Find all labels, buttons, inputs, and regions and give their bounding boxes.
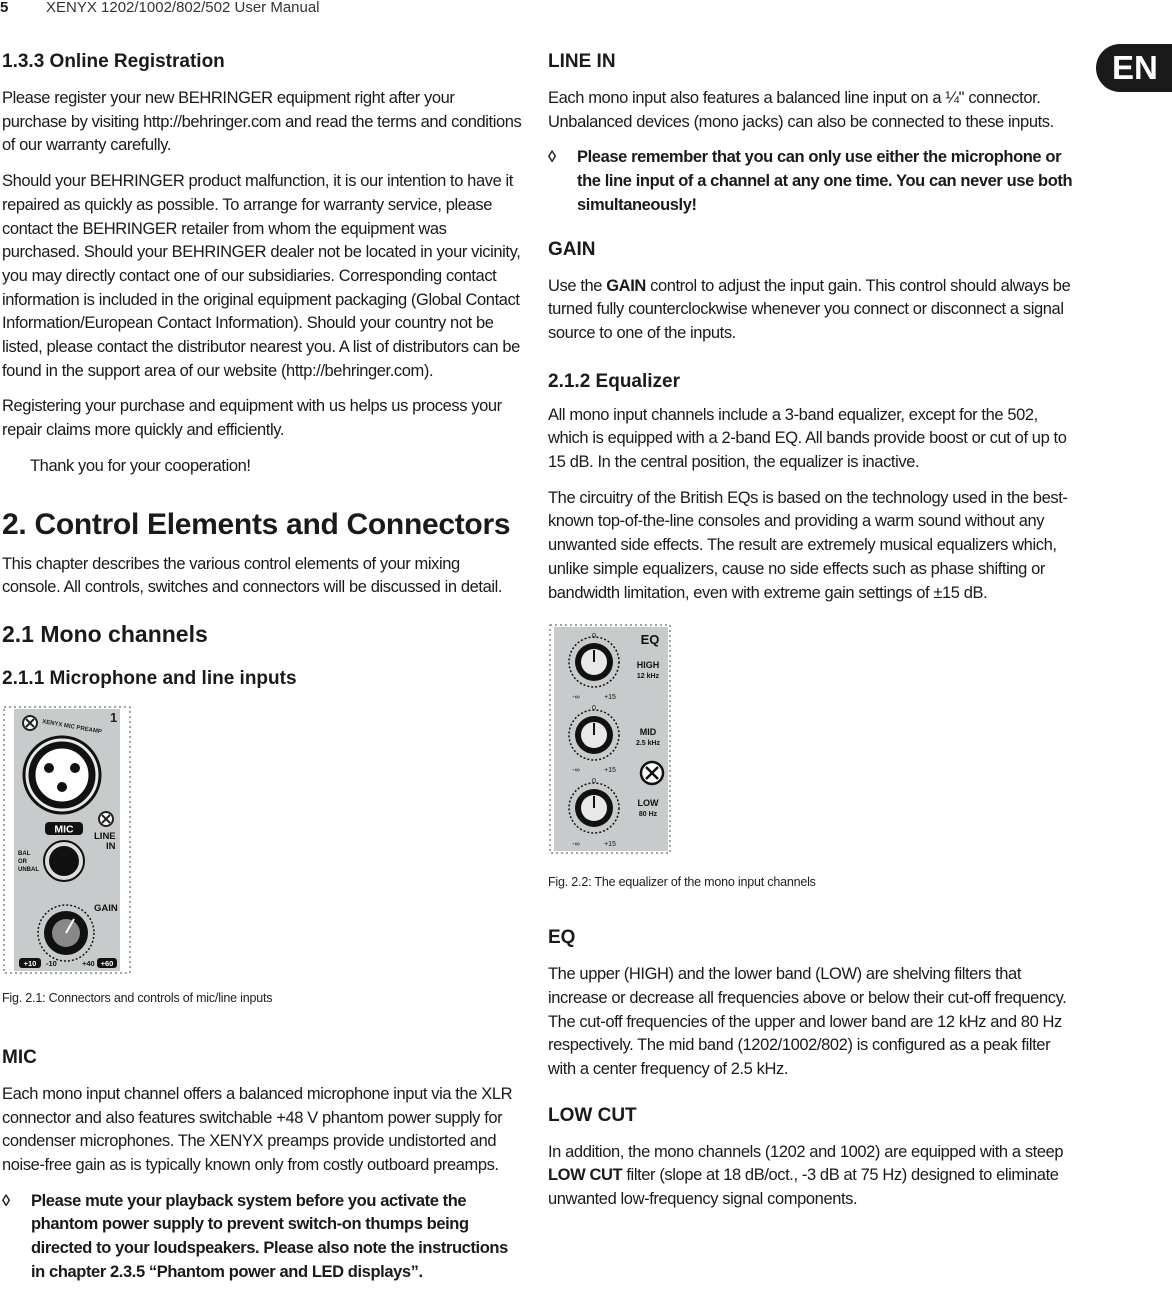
high-plus-mark: +15 — [604, 694, 616, 702]
mid-label: MID — [639, 727, 657, 738]
line-in-warning-text: Please remember that you can only use either the microphone or the line input of a channel at any one time. You can never use both simultaneously! — [577, 148, 1073, 214]
thank-you-line: Thank you for your cooperation! — [30, 456, 251, 475]
heading-mic: MIC — [2, 1046, 37, 1068]
chapter-intro: This chapter describes the various control elements of your mixing console. All controls, switches and connectors will be discussed in detail. — [2, 554, 503, 597]
figure-equalizer — [548, 623, 1073, 890]
heading-equalizer: 2.1.2 Equalizer — [548, 370, 681, 392]
low-label: LOW — [637, 798, 659, 809]
low-minus-mark: -∞ — [572, 841, 580, 849]
registration-paragraph-2: Should your BEHRINGER product malfunction, it is our intention to have it repaired as quickly as possible. To arrange for warranty service, please contact the BEHRINGER retailer from whom the equipment was purchased. Should your BEHRINGER dealer not be located in your vicinity, you may directly contact one of our subsidiaries. Corresponding contact information is included in the original equipment packaging (Global Contact Information/European Contact Information). Should your country not be listed, please contact the distributor nearest you. A list of distributors can be found in the support area of our website (http://behringer.com). — [2, 172, 521, 380]
registration-paragraph-1: Please register your new BEHRINGER equipment right after your purchase by visiting http://behringer.com and read the terms and conditions of our warranty carefully. — [2, 89, 522, 155]
gain-keyword: GAIN — [606, 276, 646, 295]
registration-paragraph-3: Registering your purchase and equipment with us helps us process your repair claims more quickly and efficiently. — [2, 397, 502, 440]
mid-zero-mark: 0 — [592, 705, 596, 713]
manual-title: XENYX 1202/1002/802/502 User Manual — [46, 0, 320, 16]
mid-plus-mark: +15 — [604, 767, 616, 775]
figure-mic-line — [2, 705, 522, 1006]
heading-mono-channels: 2.1 Mono channels — [2, 620, 208, 647]
scale-minus10: -10 — [46, 958, 57, 968]
eq-title: EQ — [640, 632, 660, 648]
mid-minus-mark: -∞ — [572, 767, 580, 775]
heading-mic-line-inputs: 2.1.1 Microphone and line inputs — [2, 667, 297, 689]
warning-diamond-icon: ◊ — [2, 1191, 10, 1210]
heading-eq: EQ — [548, 927, 576, 949]
low-cut-paragraph — [548, 1141, 1073, 1212]
low-plus-mark: +15 — [604, 841, 616, 849]
preamp-label: XENYX MIC PREAMP — [41, 719, 103, 736]
gain-paragraph — [548, 275, 1073, 346]
scale-plus40: +40 — [82, 958, 95, 968]
mid-freq: 2.5 kHz — [635, 740, 661, 748]
phantom-power-warning — [2, 1190, 522, 1285]
language-tab: EN — [1096, 44, 1172, 92]
heading-online-registration: 1.3.3 Online Registration — [2, 51, 225, 72]
lowcut-text-post: filter (slope at 18 dB/oct., -3 dB at 75 Hz) designed to eliminate unwanted low-frequency signal components. — [548, 1166, 1059, 1209]
mic-line-channel-illustration — [2, 705, 132, 975]
high-label: HIGH — [636, 660, 660, 671]
high-minus-mark: -∞ — [572, 694, 580, 702]
figure-2-1-caption: Fig. 2.1: Connectors and controls of mic/line inputs — [2, 990, 273, 1005]
gain-text-post: control to adjust the input gain. This control should always be turned fully counterclockwise whenever you connect or disconnect a signal source to one of the inputs. — [548, 276, 1071, 342]
equalizer-paragraph-1: All mono input channels include a 3-band equalizer, except for the 502, which is equipped with a 2-band EQ. All bands provide boost or cut of up to 15 dB. In the central position, the equalizer is inactive. — [548, 405, 1067, 472]
gain-label: GAIN — [94, 902, 118, 914]
chapter-heading: 2. Control Elements and Connectors — [2, 507, 511, 541]
high-freq: 12 kHz — [636, 673, 660, 681]
line-in-paragraph: Each mono input also features a balanced line input on a ¼" connector. Unbalanced devices (mono jacks) can also be connected to these inputs. — [548, 89, 1054, 131]
in-label: IN — [106, 840, 116, 852]
equalizer-paragraph-2: The circuitry of the British EQs is based on the technology used in the best-known top-of-the-line consoles and providing a warm sound without any unwanted side effects. The result are extremely musical equalizers which, unlike simple equalizers, cause no side effects such as phase shifting or bandwidth limitation, even with extreme gain settings of ±15 dB. — [548, 488, 1068, 602]
channel-number: 1 — [110, 709, 118, 725]
figure-2-2-caption: Fig. 2.2: The equalizer of the mono input channels — [548, 875, 816, 890]
warning-diamond-icon: ◊ — [548, 148, 556, 167]
unbal-label: UNBAL — [18, 866, 39, 873]
page-number: 5 — [0, 0, 9, 16]
scale-plus60: +60 — [100, 958, 114, 968]
line-in-warning — [548, 146, 1073, 217]
low-freq: 80 Hz — [638, 811, 658, 819]
lowcut-keyword: LOW CUT — [548, 1166, 623, 1185]
high-zero-mark: 0 — [592, 633, 596, 641]
heading-low-cut: LOW CUT — [548, 1104, 637, 1126]
gain-text-pre: Use the — [548, 276, 607, 295]
line-label: LINE — [94, 830, 116, 842]
or-label: OR — [18, 858, 27, 865]
heading-line-in: LINE IN — [548, 51, 616, 72]
heading-gain: GAIN — [548, 238, 596, 260]
equalizer-illustration — [548, 623, 672, 855]
eq-paragraph: The upper (HIGH) and the lower band (LOW) are shelving filters that increase or decrease all frequencies above or below their cut-off frequency. The cut-off frequencies of the upper and lower band are 12 kHz and 80 Hz respectively. The mid band (1202/1002/802) is configured as a peak filter with a center frequency of 2.5 kHz. — [548, 965, 1067, 1079]
mic-badge: MIC — [54, 823, 74, 836]
lowcut-text-pre: In addition, the mono channels (1202 and 1002) are equipped with a steep — [548, 1142, 1064, 1161]
mic-paragraph: Each mono input channel offers a balanced microphone input via the XLR connector and also features switchable +48 V phantom power supply for condenser microphones. The XENYX preamps provide undistorted and noise-free gain as is typically known only from costly outboard preamps. — [2, 1084, 513, 1175]
bal-label: BAL — [18, 850, 31, 857]
left-column — [2, 48, 522, 1285]
low-zero-mark: 0 — [592, 778, 596, 786]
phantom-warning-text: Please mute your playback system before you activate the phantom power supply to prevent switch-on thumps being directed to your loudspeakers. Please also note the instructions in chapter 2.3.5 “Phantom power and LED displays”. — [31, 1191, 508, 1281]
scale-plus10: +10 — [23, 958, 37, 968]
right-column — [548, 48, 1073, 1212]
